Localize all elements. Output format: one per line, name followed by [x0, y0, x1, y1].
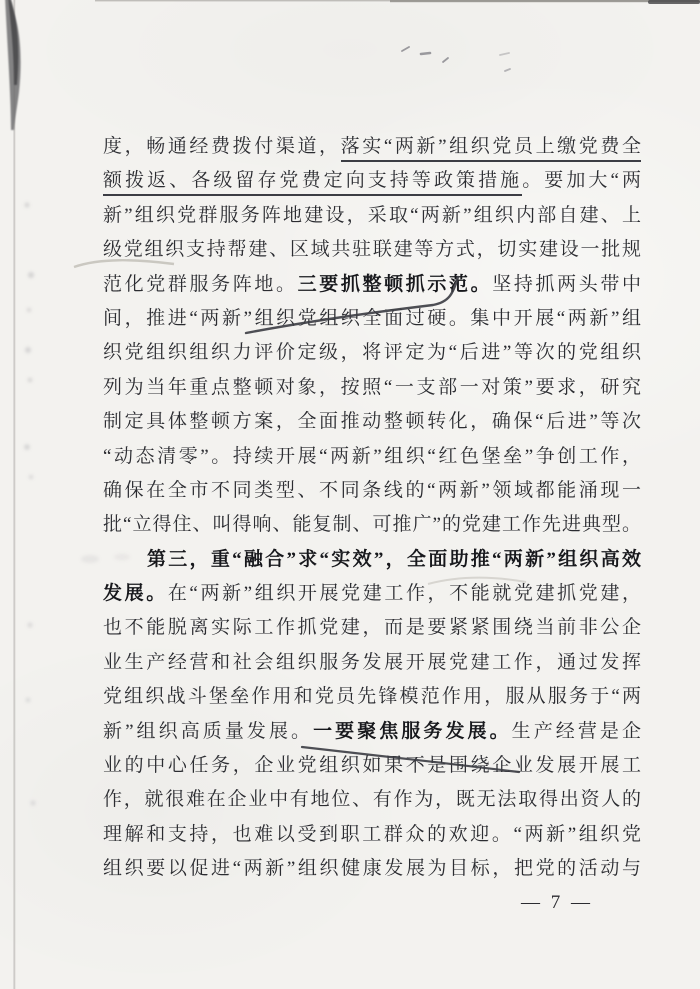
- page-number: — 7 —: [521, 892, 593, 913]
- text-line: [103, 302, 641, 336]
- body-text: 在“两新”组织开展党建工作，不能就党建抓党建，: [167, 583, 641, 605]
- text-line: [103, 852, 641, 886]
- pen-underlined-text: 额拨返、各级留存党费定向支持等政策措施: [103, 170, 522, 196]
- body-text: 织党组织组织力评价定级，将评定为“后进”等次的党组织: [103, 342, 641, 364]
- body-text: 范化党群服务阵地。: [103, 273, 298, 295]
- text-line: [103, 164, 641, 198]
- bold-heading-text: 发展。: [103, 583, 168, 605]
- body-text: 新”组织高质量发展。: [103, 720, 314, 742]
- text-line: [103, 199, 641, 233]
- text-line: [103, 543, 641, 577]
- body-text: 坚持抓两头带中: [492, 273, 641, 295]
- text-line: [103, 646, 641, 680]
- body-text: 理解和支持，也难以受到职工群众的欢迎。“两新”组织党: [103, 823, 641, 845]
- text-line: [103, 440, 641, 474]
- text-line: [103, 371, 641, 405]
- text-line: [103, 508, 641, 542]
- body-text: 组织要以促进“两新”组织健康发展为目标，把党的活动与: [103, 858, 641, 880]
- scan-top-edge-line: [95, 0, 700, 4]
- text-line: [103, 405, 641, 439]
- body-text: 生产经营是企: [511, 720, 641, 742]
- ink-specks: [402, 47, 510, 71]
- text-line: [103, 783, 641, 817]
- body-text: 间，推进“两新”组织党组织全面过硬。集中开展“两新”组: [103, 307, 641, 329]
- text-line: [103, 715, 641, 749]
- text-line: [103, 233, 641, 267]
- body-text: 作，就很难在企业中有地位、有作为，既无法取得出资人的: [103, 789, 641, 811]
- pen-underlined-text: 落实“两新”组织党员上缴党费全: [341, 136, 641, 162]
- text-line: [103, 474, 641, 508]
- text-line: [103, 818, 641, 852]
- body-text: 批“立得住、叫得响、能复制、可推广”的党建工作先进典型。: [103, 514, 641, 536]
- bold-heading-text: 第三，重“融合”求“实效”，全面助推“两新”组织高效: [147, 548, 641, 570]
- body-text: 新”组织党群服务阵地建设，采取“两新”组织内部自建、上: [103, 204, 641, 226]
- body-text: 列为当年重点整顿对象，按照“一支部一对策”要求，研究: [103, 376, 641, 398]
- body-text: “动态清零”。持续开展“两新”组织“红色堡垒”争创工作，: [103, 445, 641, 467]
- text-line: [103, 749, 641, 783]
- document-body: [103, 130, 641, 887]
- text-line: [103, 680, 641, 714]
- body-text: 业生产经营和社会组织服务发展开展党建工作，通过发挥: [103, 651, 641, 673]
- scan-seam-line: [13, 0, 15, 989]
- text-line: [103, 611, 641, 645]
- body-text: 制定具体整顿方案，全面推动整顿转化，确保“后进”等次: [103, 411, 641, 433]
- bold-heading-text: 一要聚焦服务发展。: [313, 720, 512, 742]
- text-line: [103, 268, 641, 302]
- body-text: 度，畅通经费拨付渠道，: [103, 136, 341, 157]
- body-text: 也不能脱离实际工作抓党建，而是要紧紧围绕当前非公企: [103, 617, 641, 639]
- bold-heading-text: 三要抓整顿抓示范。: [297, 273, 493, 295]
- body-text: 党组织战斗堡垒作用和党员先锋模范作用，服从服务于“两: [103, 686, 641, 708]
- text-line: [103, 577, 641, 611]
- text-line: [103, 336, 641, 370]
- text-line: [103, 130, 641, 164]
- scan-edge-blob: [5, 0, 21, 130]
- body-text: 业的中心任务，企业党组织如果不是围绕企业发展开展工: [103, 755, 641, 777]
- body-text: 确保在全市不同类型、不同条线的“两新”领域都能涌现一: [103, 479, 641, 501]
- body-text: 。要加大“两: [522, 170, 641, 192]
- body-text: 级党组织支持帮建、区域共驻联建等方式，切实建设一批规: [103, 239, 641, 261]
